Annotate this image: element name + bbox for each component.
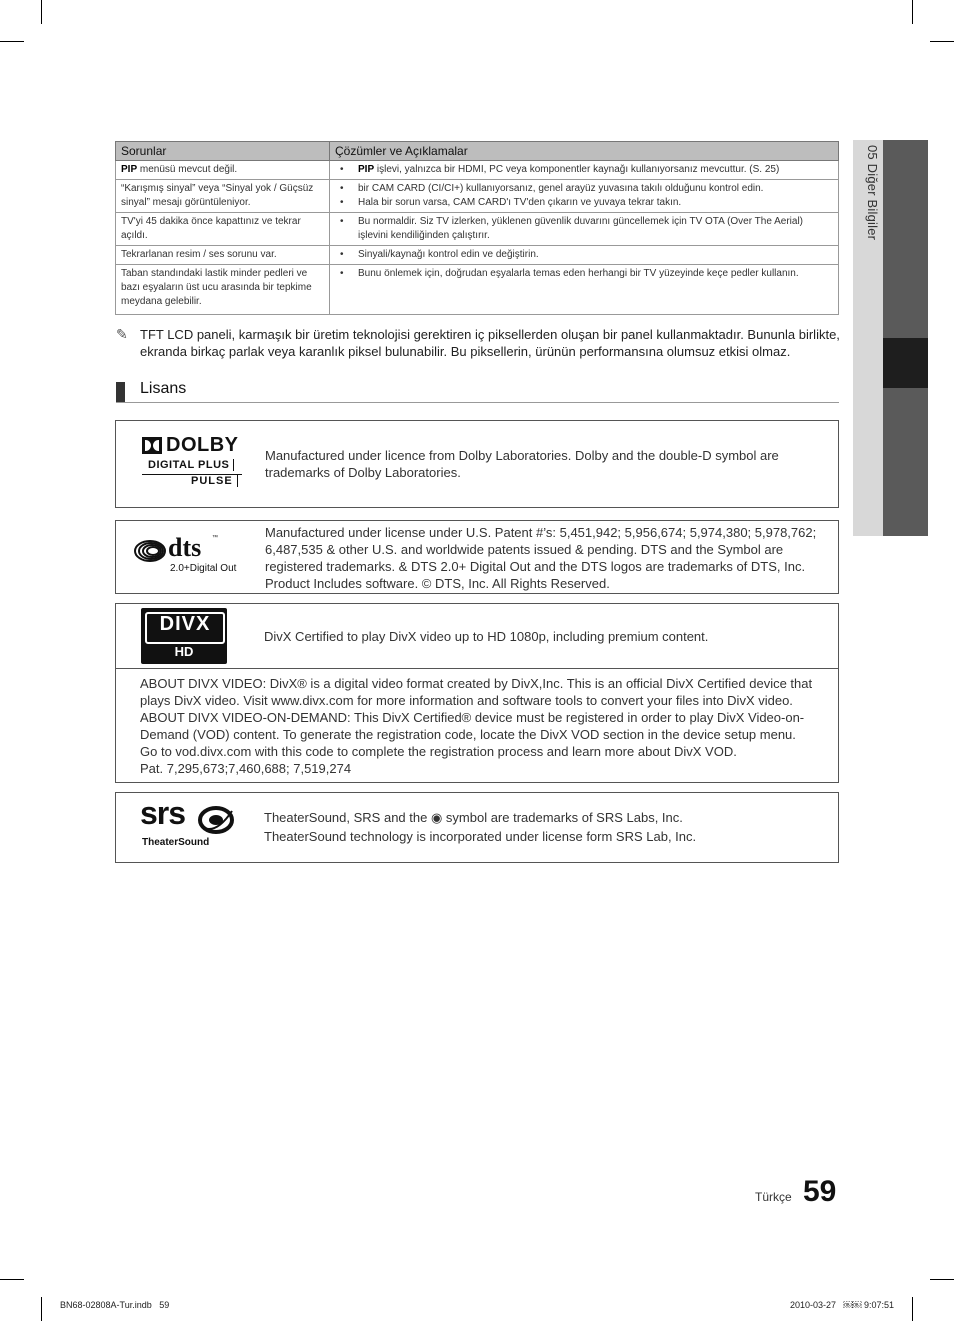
note xyxy=(116,326,846,360)
dts-tm: ™ xyxy=(212,535,218,541)
problem-text: TV'yi 45 dakika önce kapattınız ve tekrar açıldı. xyxy=(121,216,301,241)
table-row xyxy=(116,180,839,213)
problem-cell xyxy=(116,265,330,315)
solution-text: Bunu önlemek için, doğrudan eşyalarla temas eden herhangi bir TV yüzeyinde keçe pedler kullanın. xyxy=(358,268,799,279)
section-heading xyxy=(116,380,839,403)
column-header-problems: Sorunlar xyxy=(116,142,330,161)
note-text: TFT LCD paneli, karmaşık bir üretim teknolojisi gerektiren iç piksellerden oluşan bir panel kullanmaktadır. Bununla birlikte, ekranda birkaç parlak veya karanlık piksel bulunabilir. Bu piksellerin, ürünün performansına olumsuz etkisi olmaz. xyxy=(140,327,840,359)
crop-mark xyxy=(930,41,954,42)
divx-about-line: ABOUT DIVX VIDEO: DivX® is a digital video format created by DivX,Inc. This is an official DivX Certified device that xyxy=(140,676,813,691)
solution-item xyxy=(335,196,833,210)
crop-mark xyxy=(41,1297,42,1321)
solution-cell xyxy=(330,265,839,315)
problem-cell xyxy=(116,213,330,246)
problem-text: Taban standındaki lastik minder pedleri ve bazı eşyaların üst ucu arasında bir tepkime meydana gelebilir. xyxy=(121,268,312,307)
dts-sub: 2.0+Digital Out xyxy=(170,563,237,574)
solution-item xyxy=(335,163,833,177)
problem-cell xyxy=(116,161,330,180)
solution-bold: PIP xyxy=(358,164,375,175)
problem-bold: PIP xyxy=(121,164,138,175)
solution-item xyxy=(335,267,833,281)
srs-text xyxy=(264,809,824,845)
solution-text: bir CAM CARD (CI/CI+) kullanıyorsanız, genel arayüz yuvasına takılı olduğunu kontrol edin. xyxy=(358,183,764,194)
dolby-pulse: PULSE xyxy=(191,475,238,487)
dolby-logo xyxy=(142,434,242,493)
problem-text: menüsü mevcut değil. xyxy=(137,164,238,175)
footer-language: Türkçe xyxy=(755,1190,792,1204)
crop-mark xyxy=(0,1279,24,1280)
divx-brand: DIVX xyxy=(159,613,211,635)
chapter-side-tab-marker xyxy=(883,338,928,388)
problem-cell xyxy=(116,180,330,213)
solution-cell xyxy=(330,180,839,213)
divx-about-line: ABOUT DIVX VIDEO-ON-DEMAND: This DivX Certified® device must be registered in order to play DivX Video-on- xyxy=(140,710,805,725)
heading-bar xyxy=(116,382,125,402)
dts-text: Manufactured under license under U.S. Patent #’s: 5,451,942; 5,956,674; 5,974,380; 5,978,762; 6,487,535 & other U.S. and worldwide patents issued & pending. DTS and the Symbol are registered trademarks. & DTS 2.0+ Digital Out and the DTS logos are trademarks of DTS, Inc. Product Includes software. © DTS, Inc. All Rights Reserved. xyxy=(265,525,817,591)
solution-cell xyxy=(330,161,839,180)
srs-brand: srs xyxy=(140,795,186,831)
crop-mark xyxy=(912,1297,913,1321)
solution-item xyxy=(335,182,833,196)
divx-about-line: Demand (VOD) content. To generate the registration code, locate the DivX VOD section in the device setup menu. xyxy=(140,727,796,742)
crop-mark xyxy=(912,0,913,24)
dolby-brand: DOLBY xyxy=(166,434,239,456)
chapter-label xyxy=(856,145,884,345)
solution-item xyxy=(335,215,833,243)
divx-hd: HD xyxy=(174,644,194,659)
pencil-icon: ✎ xyxy=(116,326,128,342)
chapter-label-text: 05 Diğer Bilgiler xyxy=(865,145,880,241)
dts-brand: dts xyxy=(168,533,202,562)
problem-text: “Karışmış sinyal” veya “Sinyal yok / Güçsüz sinyal” mesajı görüntüleniyor. xyxy=(121,183,314,208)
problem-text: Tekrarlanan resim / ses sorunu var. xyxy=(121,249,277,260)
crop-mark xyxy=(930,1279,954,1280)
srs-license-box xyxy=(115,792,839,863)
divx-about-line: Pat. 7,295,673;7,460,688; 7,519,274 xyxy=(140,761,352,776)
column-header-solutions: Çözümler ve Açıklamalar xyxy=(330,142,839,161)
divx-about xyxy=(140,675,830,777)
solution-cell xyxy=(330,213,839,246)
solution-text: Sinyali/kaynağı kontrol edin ve değiştirin. xyxy=(358,249,539,260)
divider xyxy=(116,668,838,669)
srs-logo xyxy=(140,795,240,851)
table-row xyxy=(116,265,839,315)
page-number: 59 xyxy=(803,1175,837,1208)
file-name: BN68-02808A-Tur.indb 59 xyxy=(60,1300,170,1310)
solution-text: işlevi, yalnızca bir HDMI, PC veya komponentler kaynağı kullanıyorsanız mevcuttur. (S. 25) xyxy=(374,164,780,175)
table-row xyxy=(116,161,839,180)
dts-license-box xyxy=(115,520,839,594)
divx-about-line: plays DivX video. Visit www.divx.com for more information and software tools to convert your files into DivX video. xyxy=(140,693,793,708)
table-row xyxy=(116,246,839,265)
section-title: Lisans xyxy=(140,380,187,397)
crop-mark xyxy=(0,41,24,42)
solution-text: Bu normaldir. Siz TV izlerken, yüklenen güvenlik duvarını güncellemek için TV OTA (Over The Aerial) işlevini kendiliğinden çalıştırır. xyxy=(358,216,804,241)
dolby-license-box xyxy=(115,420,839,508)
table-row xyxy=(116,213,839,246)
solution-item xyxy=(335,248,833,262)
divx-about-line: Go to vod.divx.com with this code to complete the registration process and learn more about DivX VOD. xyxy=(140,744,737,759)
srs-line: TheaterSound technology is incorporated under license form SRS Lab, Inc. xyxy=(264,829,697,844)
srs-line: TheaterSound, SRS and the ◉ symbol are trademarks of SRS Labs, Inc. xyxy=(264,810,683,825)
solution-text: Hala bir sorun varsa, CAM CARD'ı TV'den çıkarın ve yuvaya tekrar takın. xyxy=(358,197,682,208)
dts-logo xyxy=(134,535,244,577)
crop-mark xyxy=(41,0,42,24)
divx-logo xyxy=(141,608,227,664)
problem-cell xyxy=(116,246,330,265)
solution-cell xyxy=(330,246,839,265)
dolby-text: Manufactured under licence from Dolby Laboratories. Dolby and the double-D symbol are trademarks of Dolby Laboratories. xyxy=(265,448,779,480)
file-date: 2010-03-27 ￼￼ 9:07:51 xyxy=(790,1300,895,1310)
troubleshooting-table xyxy=(115,141,839,315)
dts-symbol-icon xyxy=(134,539,170,563)
dolby-digital-plus: DIGITAL PLUS xyxy=(148,459,234,471)
srs-circle-icon xyxy=(198,805,236,835)
srs-sub: TheaterSound xyxy=(142,837,210,848)
divx-certified-text: DivX Certified to play DivX video up to HD 1080p, including premium content. xyxy=(264,629,709,644)
double-d-icon xyxy=(142,437,162,454)
divx-license-box xyxy=(115,603,839,783)
